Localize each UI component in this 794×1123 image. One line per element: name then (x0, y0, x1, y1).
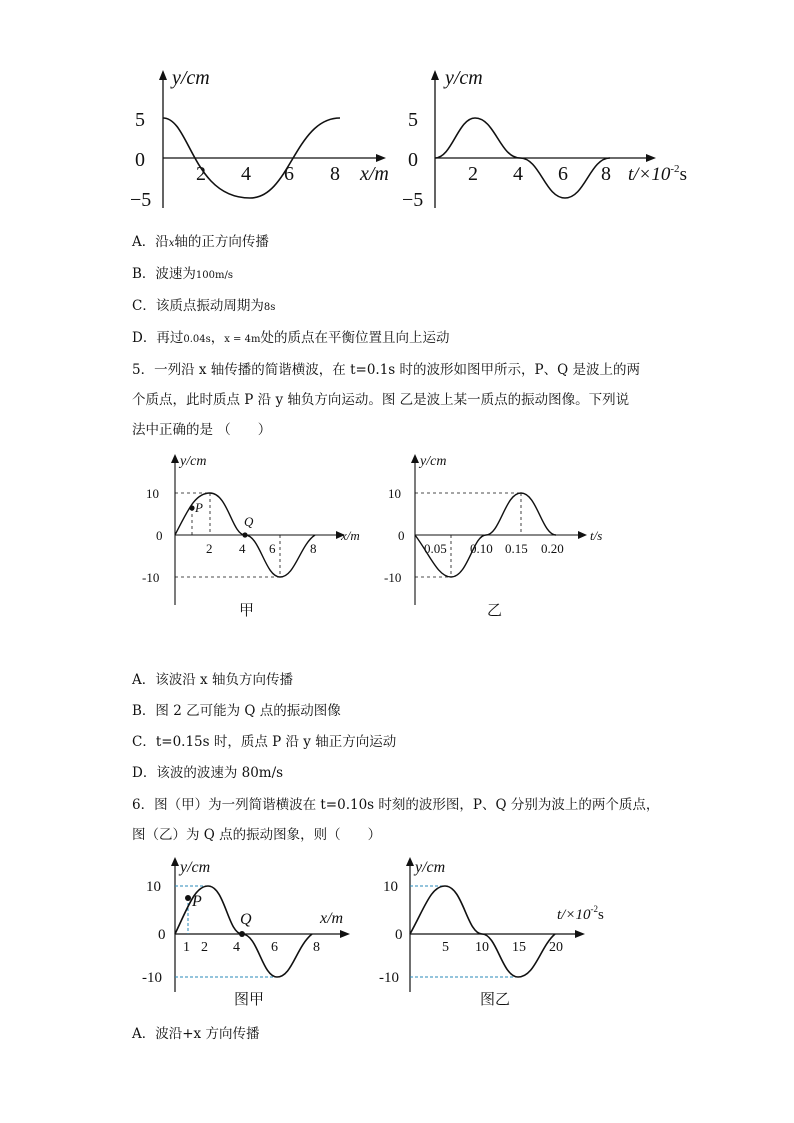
point-p (185, 895, 191, 901)
q5-option-a: A．该波沿 x 轴负方向传播 (132, 672, 293, 688)
q6-vibration-graph-yi (375, 852, 625, 1017)
q5-option-b: B．图 2 乙可能为 Q 点的振动图像 (132, 703, 341, 719)
svg-text:5: 5 (135, 109, 145, 131)
svg-text:y/cm: y/cm (420, 454, 447, 469)
svg-text:2: 2 (468, 163, 478, 185)
svg-text:15: 15 (512, 940, 526, 955)
q6-vibration-curve (410, 886, 555, 977)
svg-text:0: 0 (135, 149, 145, 171)
svg-text:8: 8 (313, 940, 320, 955)
q4-option-c: C．该质点振动周期为8s (132, 298, 276, 314)
svg-text:y/cm: y/cm (180, 454, 207, 469)
svg-text:t/×10-2s: $t/\times 10^{-2}s$ (628, 163, 687, 185)
svg-text:甲: 甲 (239, 603, 255, 619)
q5-vibration-graph-yi (380, 450, 620, 625)
svg-text:10: 10 (146, 879, 161, 895)
svg-text:8: 8 (330, 163, 340, 185)
svg-text:2: 2 (196, 163, 206, 185)
svg-text:Q: Q (240, 911, 252, 928)
svg-text:10: 10 (146, 486, 159, 501)
point-q (242, 532, 247, 537)
point-q (239, 931, 245, 937)
svg-text:t/×10-2s: $t/\times 10^{-2}s$ (557, 904, 604, 923)
svg-text:-10: -10 (142, 570, 160, 585)
svg-text:乙: 乙 (487, 603, 503, 619)
svg-text:0.15: 0.15 (505, 541, 528, 556)
svg-text:10: 10 (475, 940, 489, 955)
svg-text:10: 10 (383, 879, 398, 895)
q6-option-a: A．波沿+x 方向传播 (132, 1026, 260, 1042)
svg-text:0.10: 0.10 (470, 541, 493, 556)
q4-option-d: D．再过0.04s，x = 4m处的质点在平衡位置且向上运动 (132, 330, 450, 346)
svg-text:5: 5 (408, 109, 418, 131)
svg-text:8: 8 (601, 163, 611, 185)
svg-text:2: 2 (201, 940, 208, 955)
svg-text:x/m: x/m (341, 528, 360, 543)
svg-text:图乙: 图乙 (480, 992, 511, 1008)
q4-wave-graph (130, 60, 400, 220)
svg-text:10: 10 (388, 486, 401, 501)
svg-text:0.20: 0.20 (541, 541, 564, 556)
svg-text:0: 0 (158, 927, 166, 943)
svg-text:t/s: t/s (590, 528, 603, 543)
svg-text:0: 0 (395, 927, 403, 943)
svg-text:图甲: 图甲 (234, 992, 265, 1008)
svg-text:x/m: x/m (320, 910, 344, 927)
svg-text:8: 8 (310, 541, 317, 556)
svg-text:-10: -10 (379, 970, 399, 986)
q6-wave-graph-jia (140, 852, 370, 1017)
q4-option-a: A．沿x轴的正方向传播 (132, 234, 269, 250)
svg-text:y/cm: y/cm (415, 859, 446, 876)
svg-text:y/cm: y/cm (180, 859, 211, 876)
y-axis-label: y/cm (172, 67, 210, 89)
svg-text:-10: -10 (142, 970, 162, 986)
q6-stem-line2: 图（乙）为 Q 点的振动图象，则（ ） (132, 827, 382, 843)
q5-wave-graph-jia (140, 450, 380, 625)
svg-text:P: P (195, 500, 203, 515)
q6-stem-line1: 6．图（甲）为一列简谐横波在 t=0.10s 时刻的波形图，P、Q 分别为波上的两个质点， (132, 797, 660, 813)
point-p (189, 505, 194, 510)
q5-stem-line3: 法中正确的是 （ ） (132, 422, 272, 438)
svg-text:0: 0 (408, 149, 418, 171)
svg-text:P: P (192, 893, 202, 910)
svg-text:y/cm: y/cm (445, 67, 483, 89)
svg-text:4: 4 (233, 940, 240, 955)
svg-text:4: 4 (513, 163, 523, 185)
svg-text:−5: −5 (402, 189, 424, 211)
svg-text:0.05: 0.05 (424, 541, 447, 556)
q5-option-c: C．t=0.15s 时，质点 P 沿 y 轴正方向运动 (132, 734, 397, 750)
svg-text:1: 1 (183, 940, 190, 955)
svg-text:−5: −5 (130, 189, 152, 211)
svg-text:0: 0 (398, 528, 405, 543)
svg-text:6: 6 (284, 163, 294, 185)
q5-stem-line2: 个质点，此时质点 P 沿 y 轴负方向运动。图 乙是波上某一质点的振动图像。下列说 (132, 392, 630, 408)
svg-text:6: 6 (271, 940, 278, 955)
q4-option-b: B．波速为100m/s (132, 266, 233, 282)
svg-text:6: 6 (269, 541, 276, 556)
svg-text:4: 4 (241, 163, 251, 185)
svg-text:6: 6 (558, 163, 568, 185)
svg-text:x/m: x/m (360, 163, 389, 185)
svg-text:Q: Q (244, 514, 254, 529)
svg-text:4: 4 (239, 541, 246, 556)
q5-stem-line1: 5．一列沿 x 轴传播的简谐横波，在 t=0.1s 时的波形如图甲所示，P、Q 是波上的两 (132, 362, 640, 378)
q4-vibration-graph (400, 60, 700, 220)
svg-text:20: 20 (549, 940, 563, 955)
svg-text:2: 2 (206, 541, 213, 556)
svg-text:-10: -10 (384, 570, 402, 585)
svg-text:5: 5 (442, 940, 449, 955)
svg-text:0: 0 (156, 528, 163, 543)
q5-option-d: D．该波的波速为 80m/s (132, 765, 284, 781)
